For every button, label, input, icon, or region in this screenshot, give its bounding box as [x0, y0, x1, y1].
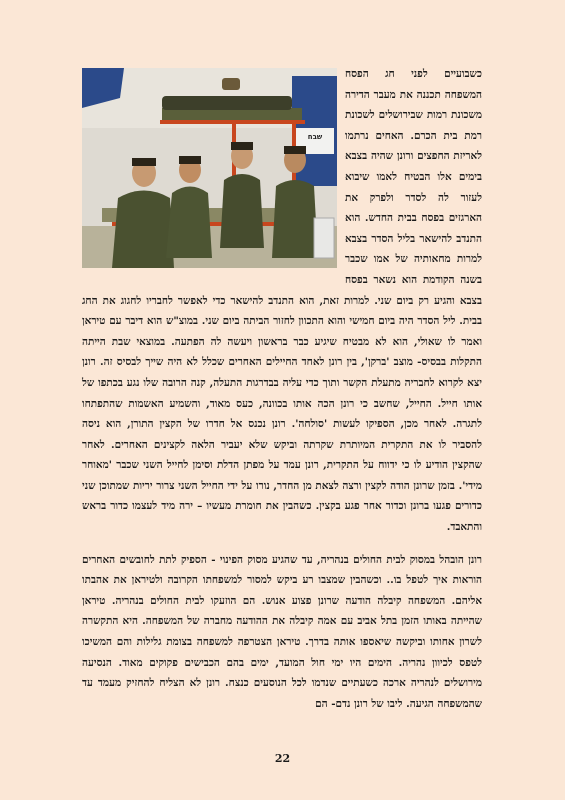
page-body [82, 64, 482, 714]
paragraph-2: רונן הובהל במסוק לבית החולים בנהריה, עד שהגיע מסוק הפינוי - הספיק לתת לחובשים האחרים הוראות איך לטפל בו.. וכשהבין שמצבו רע ביקש למסור למשפחתו הקרובה ולטיראן את אהבתו אליהם. המשפחה קיבלה הודעה שרונן פצוע אנוש. הם הוזעקו לבית החולים בנהריה. טיראן שהייתה באותו הזמן בתל אביב עם אמה קיבלה את ההודעה מחברה של המשפחה. היא התקשרה לשרון אחותו וביקשה שיאספו אותה בדרך. טיראן הצטרפה למשפחה בצומת גלילות והם המשיכו לטפס לכיוון נהריה. הימים היו ימי חול המועד, ימים בהם הכבישים פקוקים מאוד. הנסיעה מירושלים לנהריה ארכה כשעתיים שנדמו לכל הנוסעים כנצח. רונן לא הצליח להחזיק מעמד עד שהמשפחה הגיעה. ליבו של רונן נדם- הם [82, 553, 482, 710]
soldiers-photo [82, 68, 337, 268]
photo-illustration [82, 68, 337, 268]
cabinet-sign-text: שבח [307, 133, 323, 141]
page-number: 22 [274, 752, 291, 765]
paragraph-1: כשבועיים לפני חג הפסח המשפחה תכננה את מעבר הדירה משכונת רמות שבירושלים לשכונת רמת בית הכרם. האחים נרתמו לאריזת החפצים ורונן שהיה בצבא בימים אלו הבטיח לאמו שיבוא לעזור לה לסדר ולפרק את הארגזים בפסח בבית החדש. הוא התנדב להישאר בליל הסדר בצבא למרות מחאותיה של אמו שכבר בשנה הקודמת הוא נשאר בפסח בצבא והגיע רק ביום שני. למרות זאת, הוא התנדב להישאר כדי לאפשר לחבריו לחגוג את החג בבית. ליל הסדר היה ביום חמישי והוא התכוון לחזור הביתה ביום שני. במוצ"ש הוא דיבר עם טיראן ואמר לו שאולי, הוא לא מבטיח שיגיע כבר בראשון ויעשה לה הפתעה. במוצאי שבת הייתה התקלות בבסיס- מוצב 'ברקן', בין רונן לאחד החיילים האחרים שכלל לא היה שייך לבסיס זה. רונן יצא לקרוא לחבריה מתעלת הקשר ותוך כדי עליה בבדרגות התעלה, קנה הרובה שלו נגע בכתפו של אותו חייל. החייל, שחשב כי רונן הכה אותו בכוונה, כעס מאוד, והשמיע האשמות שהתפתחו לתגרה. לאחר מכן, הספיקו לעשות 'סולחה'. רונן נכנס אל חדרו של הקצין התורן, הוא ניסה להסביר לו את התקרית המיותרת שקרתה וביקש שלא יעביר הלאה לקצינים האחרים. לאחר שהקצין הודיע לו כי ידווח על התקרית, רונן עמד על מפתן הדלת וסימן לחייל השני שכבר 'מאוחר מידי'. בזמן שרונן הודה לקצין ורצה לצאת מן החדר, נורו על ידי החייל השני צרור יריות שמתוכן שני כדורים פגעו ברונן וכדור אחר פגע בקצין. כשהבין את חומרת מעשיו – ירה מיד לעצמו כדור בראש והתאבד. [82, 68, 482, 534]
